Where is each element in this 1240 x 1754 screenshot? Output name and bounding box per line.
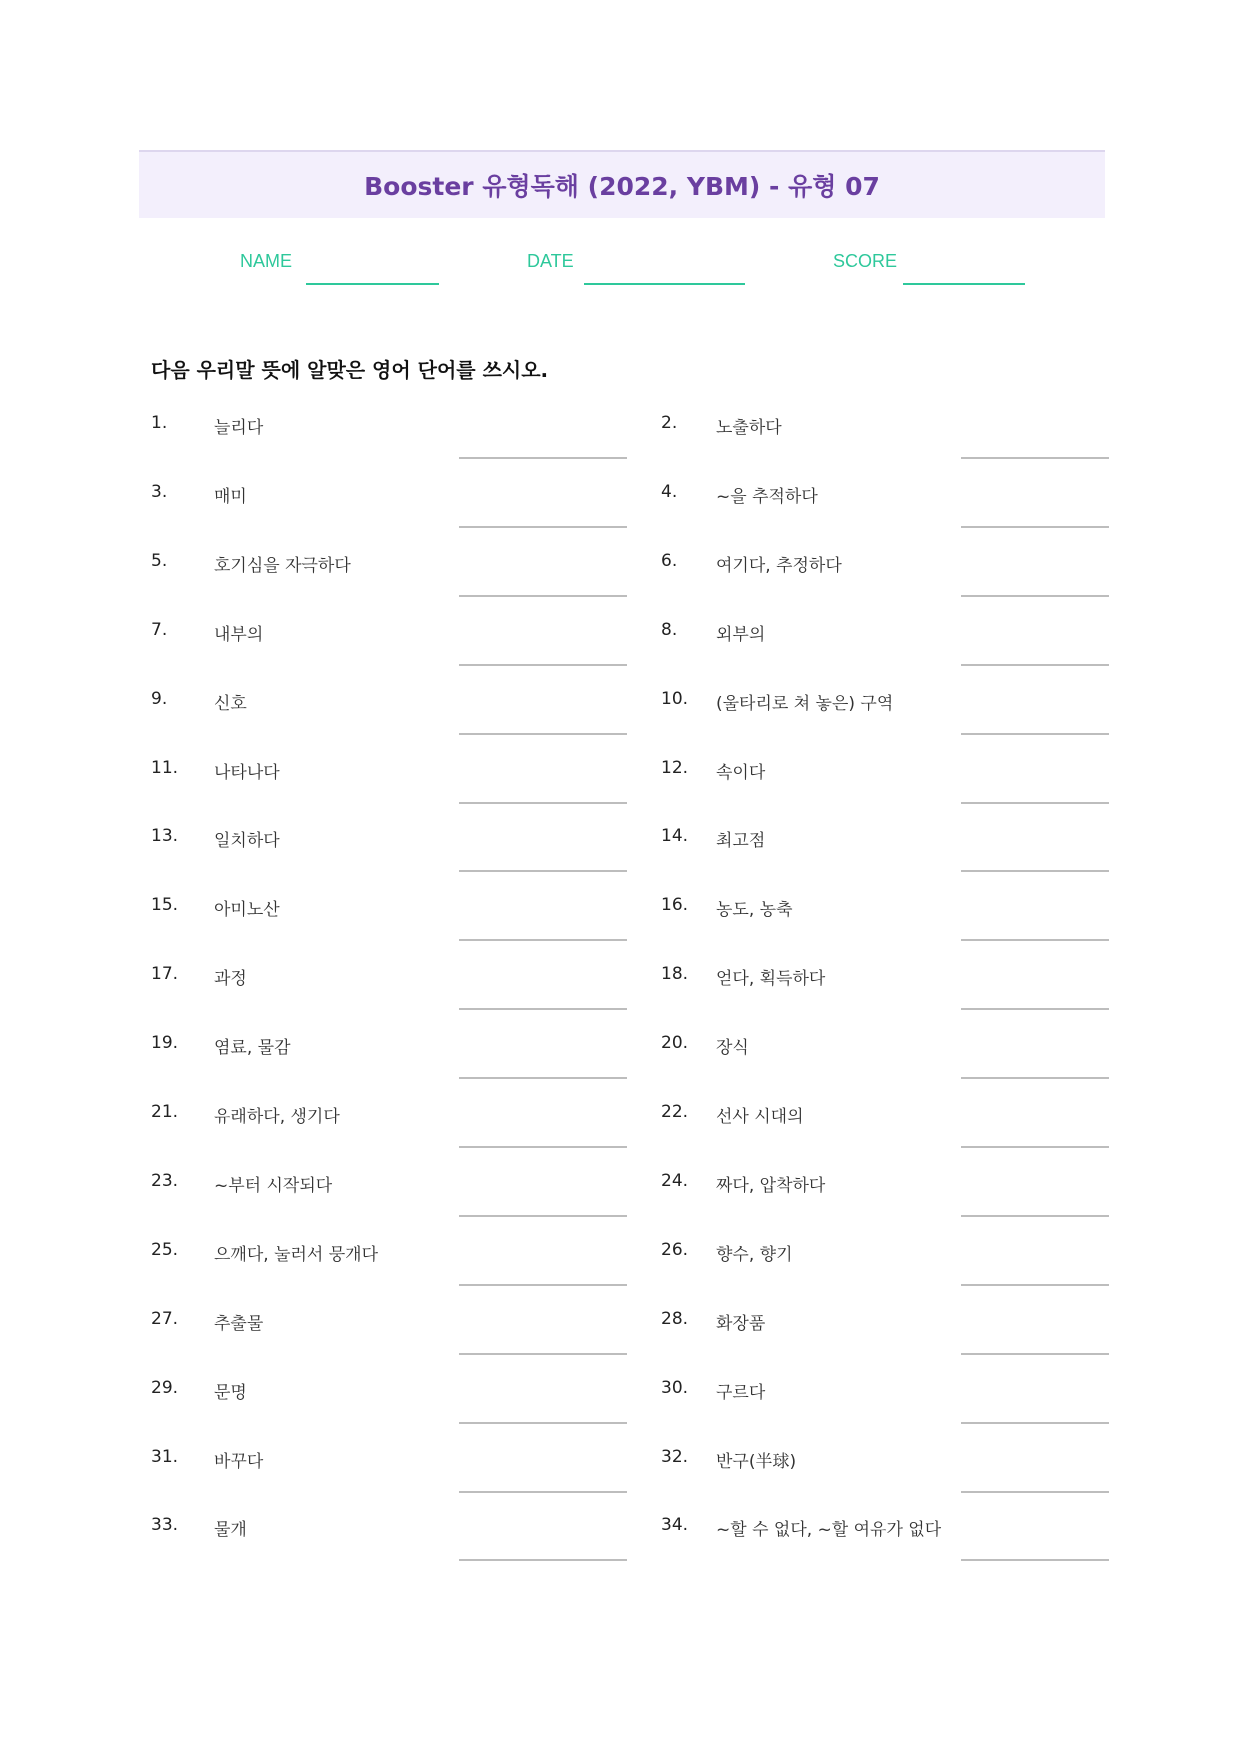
korean-meaning: 외부의 [716,625,766,645]
korean-meaning: 화장품 [716,1314,766,1334]
question-item [661,1102,1109,1162]
question-number: 3. [151,482,168,502]
korean-meaning: 문명 [214,1383,247,1403]
question-number: 24. [661,1171,689,1191]
answer-line[interactable] [961,1008,1109,1010]
question-item [151,1378,627,1438]
answer-line[interactable] [459,802,627,804]
question-number: 20. [661,1033,689,1053]
answer-line[interactable] [961,1077,1109,1079]
question-item [151,1171,627,1231]
answer-line[interactable] [459,733,627,735]
question-number: 30. [661,1378,689,1398]
answer-line[interactable] [961,457,1109,459]
question-item [151,1033,627,1093]
answer-line[interactable] [459,457,627,459]
korean-meaning: 염료, 물감 [214,1038,291,1058]
korean-meaning: 향수, 향기 [716,1245,793,1265]
answer-line[interactable] [961,1559,1109,1561]
question-item [151,826,627,886]
question-item [151,413,627,473]
question-number: 18. [661,964,689,984]
question-number: 34. [661,1515,689,1535]
answer-line[interactable] [459,1559,627,1561]
korean-meaning: 물개 [214,1520,247,1540]
korean-meaning: 추출물 [214,1314,264,1334]
date-label: DATE [527,251,574,271]
korean-meaning: 아미노산 [214,900,280,920]
answer-line[interactable] [459,1353,627,1355]
answer-line[interactable] [459,664,627,666]
answer-line[interactable] [961,526,1109,528]
korean-meaning: 속이다 [716,763,766,783]
answer-line[interactable] [961,939,1109,941]
question-item [661,1309,1109,1369]
question-item [661,1515,1109,1575]
question-item [661,1447,1109,1507]
korean-meaning: ~할 수 없다, ~할 여유가 없다 [716,1520,942,1540]
korean-meaning: 여기다, 추정하다 [716,556,842,576]
question-number: 11. [151,758,179,778]
question-number: 25. [151,1240,179,1260]
korean-meaning: 유래하다, 생기다 [214,1107,340,1127]
question-number: 10. [661,689,689,709]
korean-meaning: 으깨다, 눌러서 뭉개다 [214,1245,379,1265]
korean-meaning: 신호 [214,694,247,714]
question-number: 22. [661,1102,689,1122]
answer-line[interactable] [961,802,1109,804]
question-item [661,689,1109,749]
answer-line[interactable] [961,1491,1109,1493]
korean-meaning: ~을 추적하다 [716,487,818,507]
question-item [151,1515,627,1575]
question-item [661,482,1109,542]
question-item [661,620,1109,680]
answer-line[interactable] [961,733,1109,735]
question-number: 2. [661,413,678,433]
korean-meaning: 얻다, 획득하다 [716,969,826,989]
question-item [661,1240,1109,1300]
question-item [661,1033,1109,1093]
page-title: Booster 유형독해 (2022, YBM) - 유형 07 [364,172,880,201]
korean-meaning: 호기심을 자극하다 [214,556,351,576]
question-number: 27. [151,1309,179,1329]
question-item [661,964,1109,1024]
instruction-text: 다음 우리말 뜻에 알맞은 영어 단어를 쓰시오. [151,358,549,382]
korean-meaning: 짜다, 압착하다 [716,1176,826,1196]
korean-meaning: 늘리다 [214,418,264,438]
question-item [151,482,627,542]
answer-line[interactable] [459,1077,627,1079]
question-number: 4. [661,482,678,502]
question-number: 33. [151,1515,179,1535]
question-item [151,1447,627,1507]
question-item [661,895,1109,955]
answer-line[interactable] [961,664,1109,666]
question-item [661,1378,1109,1438]
answer-line[interactable] [961,870,1109,872]
korean-meaning: (울타리로 쳐 놓은) 구역 [716,694,894,714]
question-item [661,758,1109,818]
answer-line[interactable] [459,870,627,872]
question-number: 17. [151,964,179,984]
question-number: 19. [151,1033,179,1053]
answer-line[interactable] [459,1146,627,1148]
korean-meaning: 선사 시대의 [716,1107,804,1127]
question-item [661,413,1109,473]
korean-meaning: 일치하다 [214,831,280,851]
question-item [661,826,1109,886]
question-number: 1. [151,413,168,433]
answer-line[interactable] [459,1422,627,1424]
answer-line[interactable] [961,1215,1109,1217]
question-number: 23. [151,1171,179,1191]
korean-meaning: 농도, 농축 [716,900,793,920]
question-item [661,1171,1109,1231]
question-item [151,1240,627,1300]
korean-meaning: 바꾸다 [214,1452,264,1472]
answer-line[interactable] [961,1353,1109,1355]
korean-meaning: 구르다 [716,1383,766,1403]
name-label: NAME [240,251,293,271]
question-number: 32. [661,1447,689,1467]
question-number: 7. [151,620,168,640]
answer-line[interactable] [961,1146,1109,1148]
question-number: 12. [661,758,689,778]
question-number: 13. [151,826,179,846]
question-number: 15. [151,895,179,915]
korean-meaning: 노출하다 [716,418,782,438]
question-item [151,620,627,680]
question-number: 28. [661,1309,689,1329]
score-label: SCORE [833,251,898,271]
korean-meaning: 매미 [214,487,247,507]
question-item [661,551,1109,611]
question-number: 31. [151,1447,179,1467]
answer-line[interactable] [459,1008,627,1010]
answer-line[interactable] [459,1215,627,1217]
korean-meaning: ~부터 시작되다 [214,1176,333,1196]
question-number: 5. [151,551,168,571]
question-number: 21. [151,1102,179,1122]
answer-line[interactable] [459,595,627,597]
korean-meaning: 반구(半球) [716,1452,797,1472]
question-item [151,895,627,955]
answer-line[interactable] [459,1284,627,1286]
question-number: 9. [151,689,168,709]
question-number: 14. [661,826,689,846]
korean-meaning: 최고점 [716,831,766,851]
question-item [151,964,627,1024]
korean-meaning: 내부의 [214,625,264,645]
answer-line[interactable] [459,1491,627,1493]
korean-meaning: 나타나다 [214,763,280,783]
question-item [151,689,627,749]
question-number: 16. [661,895,689,915]
answer-line[interactable] [961,1284,1109,1286]
question-number: 6. [661,551,678,571]
question-item [151,758,627,818]
question-item [151,1102,627,1162]
korean-meaning: 과정 [214,969,247,989]
question-number: 29. [151,1378,179,1398]
question-number: 8. [661,620,678,640]
answer-line[interactable] [961,1422,1109,1424]
answer-line[interactable] [459,939,627,941]
question-number: 26. [661,1240,689,1260]
korean-meaning: 장식 [716,1038,749,1058]
question-item [151,1309,627,1369]
answer-line[interactable] [961,595,1109,597]
answer-line[interactable] [459,526,627,528]
question-item [151,551,627,611]
